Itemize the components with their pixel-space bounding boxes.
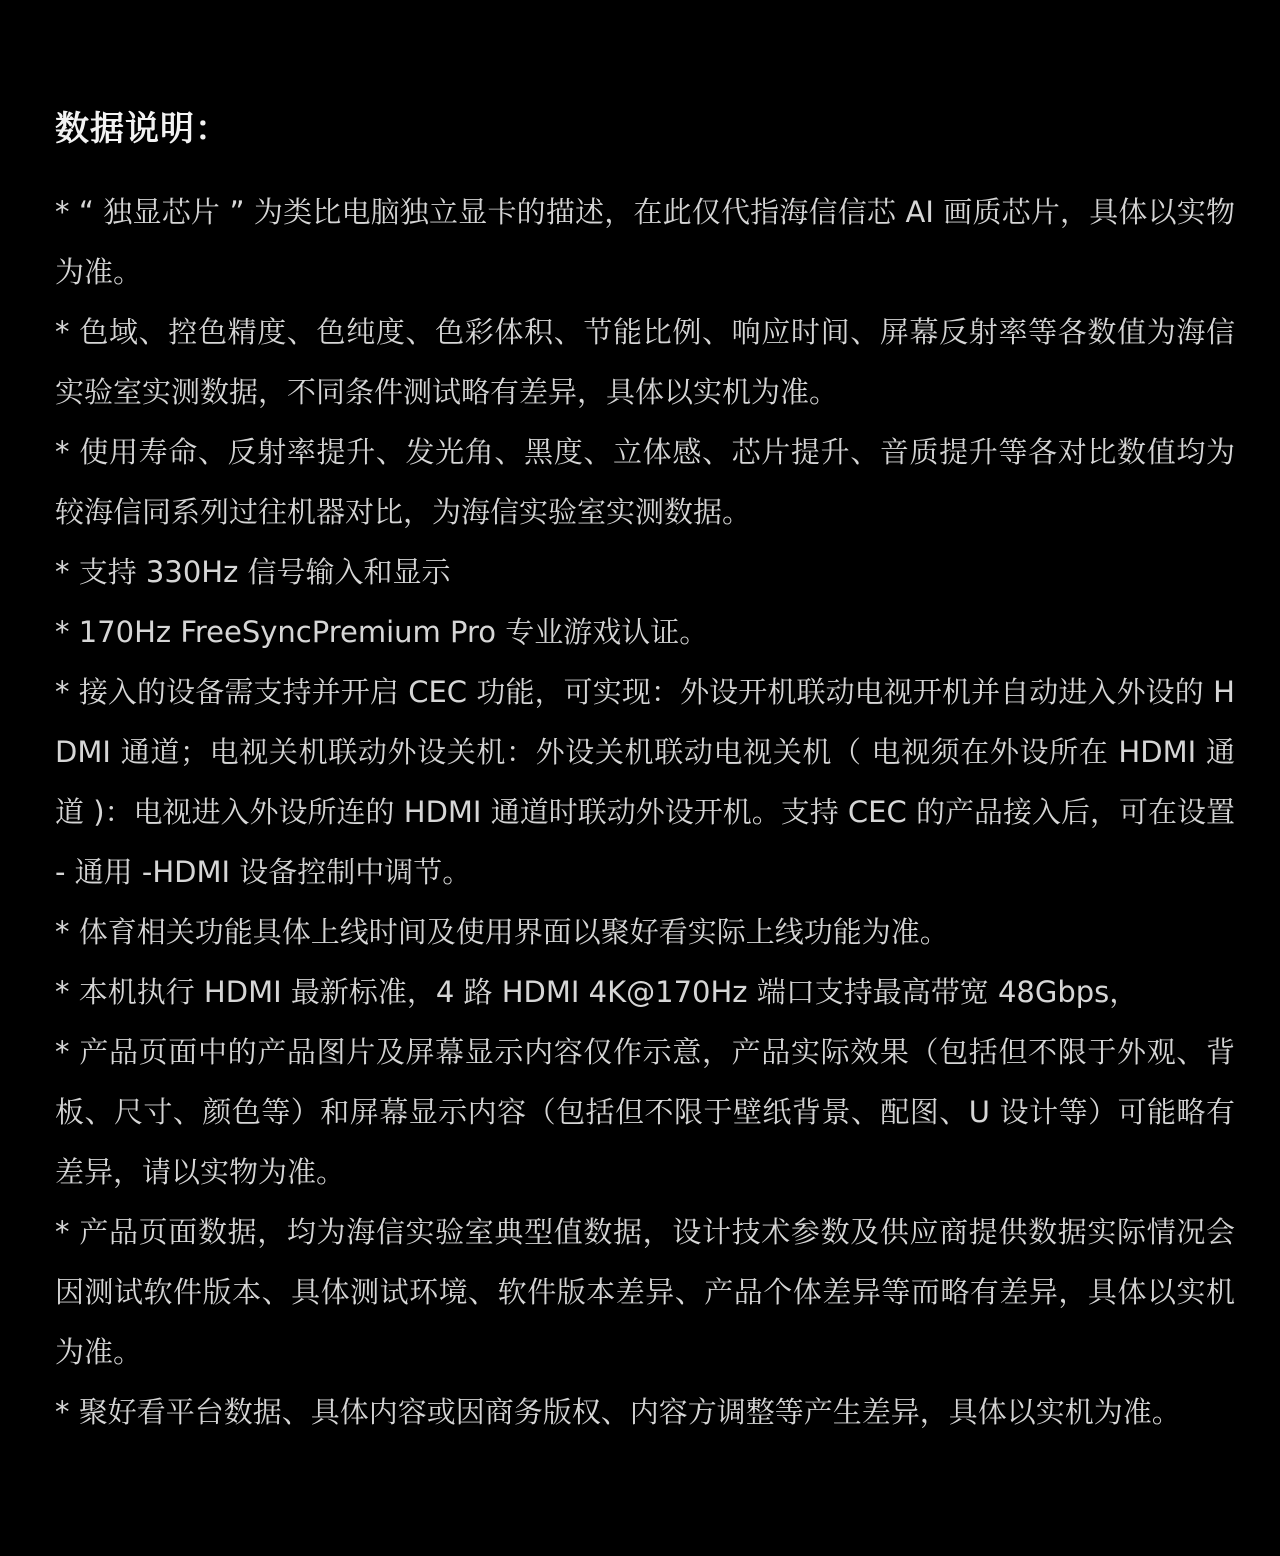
note-item: * 170Hz FreeSyncPremium Pro 专业游戏认证。 bbox=[55, 615, 709, 649]
section-title: 数据说明： bbox=[55, 109, 230, 149]
note-item: * 接入的设备需支持并开启 CEC 功能，可实现：外设开机联动电视开机并自动进入外设的 HDMI 通道；电视关机联动外设关机：外设关机联动电视关机（ 电视须在外设所在 HDMI 通道 )：电视进入外设所连的 HDMI 通道时联动外设开机。支持 CEC 的产品接入后，可在设置 - 通用 -HDMI 设备控制中调节。 bbox=[55, 675, 1235, 889]
note-item: * 本机执行 HDMI 最新标准，4 路 HDMI 4K@170Hz 端口支持最高带宽 48Gbps， bbox=[55, 975, 1139, 1009]
note-item: * 支持 330Hz 信号输入和显示 bbox=[55, 555, 451, 589]
notes-list bbox=[55, 182, 1235, 1442]
note-item: * 体育相关功能具体上线时间及使用界面以聚好看实际上线功能为准。 bbox=[55, 915, 949, 949]
note-item: * 聚好看平台数据、具体内容或因商务版权、内容方调整等产生差异，具体以实机为准。 bbox=[55, 1395, 1181, 1429]
note-item: * 产品页面数据，均为海信实验室典型值数据，设计技术参数及供应商提供数据实际情况会因测试软件版本、具体测试环境、软件版本差异、产品个体差异等而略有差异，具体以实机为准。 bbox=[55, 1215, 1235, 1369]
note-item: * 色域、控色精度、色纯度、色彩体积、节能比例、响应时间、屏幕反射率等各数值为海信实验室实测数据，不同条件测试略有差异，具体以实机为准。 bbox=[55, 315, 1235, 409]
disclaimer-section bbox=[55, 104, 1235, 1442]
note-item: * 产品页面中的产品图片及屏幕显示内容仅作示意，产品实际效果（包括但不限于外观、背板、尺寸、颜色等）和屏幕显示内容（包括但不限于壁纸背景、配图、U 设计等）可能略有差异，请以实物为准。 bbox=[55, 1035, 1235, 1189]
note-item: * “ 独显芯片 ” 为类比电脑独立显卡的描述，在此仅代指海信信芯 AI 画质芯片，具体以实物为准。 bbox=[55, 195, 1235, 289]
note-item: * 使用寿命、反射率提升、发光角、黑度、立体感、芯片提升、音质提升等各对比数值均为较海信同系列过往机器对比，为海信实验室实测数据。 bbox=[55, 435, 1235, 529]
